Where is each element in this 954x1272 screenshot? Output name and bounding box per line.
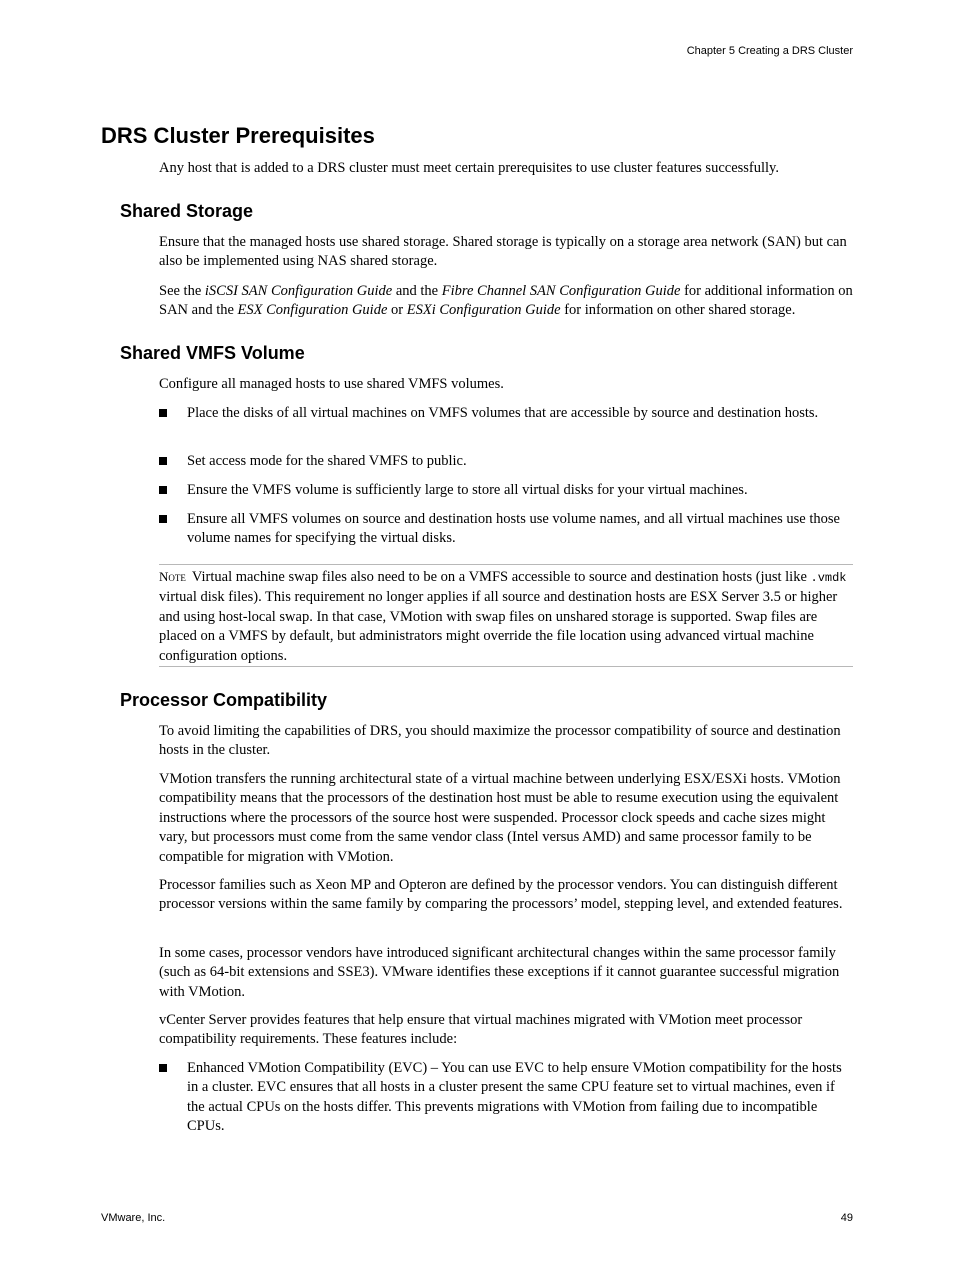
text-run: and the	[392, 283, 442, 299]
heading-shared-storage: Shared Storage	[120, 201, 254, 221]
note-top-rule	[159, 564, 853, 565]
bullet-square-icon	[159, 486, 167, 494]
heading-shared-vmfs-volume: Shared VMFS Volume	[120, 343, 305, 363]
list-item-text: Enhanced VMotion Compatibility (EVC) – You can use EVC to help ensure VMotion compatibility for the hosts in a cluster. EVC ensures that all hosts in a cluster present the same CPU feature set to virtual machines, even if the actual CPUs on the hosts differ. This prevents migrations with VMotion from failing due to incompatible CPUs.	[187, 1060, 842, 1135]
list-item	[159, 481, 855, 501]
list-item-text: Set access mode for the shared VMFS to public.	[187, 453, 467, 469]
footer-page-number: 49	[840, 1212, 853, 1224]
bullet-square-icon	[159, 1064, 167, 1072]
text-run: virtual disk files). This requirement no longer applies if all source and destination hosts are ESX Server 3.5 or higher and using host-local swap. In that case, VMotion with swap files on unshared storage is supported. Swap files are placed on a VMFS by default, but administrators might override the file location using advanced virtual machine configuration options.	[159, 589, 838, 664]
shared-storage-paragraph-1: Ensure that the managed hosts use shared storage. Shared storage is typically on a storage area network (SAN) but can also be implemented using NAS shared storage.	[159, 234, 847, 270]
shared-vmfs-paragraph-1: Configure all managed hosts to use shared VMFS volumes.	[159, 376, 504, 392]
list-item	[159, 510, 855, 550]
shared-storage-paragraph-2	[159, 282, 855, 321]
processor-paragraph-4: In some cases, processor vendors have introduced significant architectural changes within the same processor family (such as 64-bit extensions and SSE3). VMware identifies these exceptions if it cannot guarantee successful migration with VMotion.	[159, 945, 840, 1000]
intro-paragraph: Any host that is added to a DRS cluster must meet certain prerequisites to use cluster features successfully.	[159, 160, 779, 176]
processor-paragraph-3: Processor families such as Xeon MP and Opteron are defined by the processor vendors. You can distinguish different processor versions within the same family by comparing the processors’ model, stepping level, and extended features.	[159, 877, 843, 913]
running-header-chapter: Chapter 5 Creating a DRS Cluster	[686, 45, 853, 57]
processor-paragraph-2: VMotion transfers the running architectural state of a virtual machine between underlying ESX/ESXi hosts. VMotion compatibility means that the processors of the destination host must be able to resume execution using the equivalent instructions where the processors of the source host were suspended. Processor clock speeds and cache sizes might vary, but processors must come from the same vendor class (Intel versus AMD) and same processor family to be compatible for migration with VMotion.	[159, 771, 841, 865]
note-bottom-rule	[159, 666, 853, 667]
list-item-text: Place the disks of all virtual machines on VMFS volumes that are accessible by source and destination hosts.	[187, 405, 819, 421]
list-item	[159, 1059, 855, 1139]
text-run: or	[387, 302, 407, 319]
text-run: for additional information on SAN and the	[159, 283, 853, 319]
heading-processor-compatibility: Processor Compatibility	[120, 690, 328, 710]
text-run: Virtual machine swap files also need to be on a VMFS accessible to source and destination hosts (just like	[191, 569, 811, 585]
processor-paragraph-5: vCenter Server provides features that help ensure that virtual machines migrated with VMotion meet processor compatibility requirements. These features include:	[159, 1012, 803, 1048]
list-item-text: Ensure all VMFS volumes on source and destination hosts use volume names, and all virtual machines use those volume names for specifying the virtual disks.	[187, 511, 840, 547]
list-item	[159, 404, 855, 444]
guide-title-esx: ESX Configuration Guide	[237, 302, 388, 319]
list-item	[159, 452, 855, 472]
text-run: for information on other shared storage.	[560, 302, 796, 319]
text-run: See the	[159, 283, 205, 299]
note-block	[159, 567, 853, 666]
note-label: Note	[159, 569, 186, 584]
guide-title-esxi: ESXi Configuration Guide	[406, 302, 561, 319]
bullet-square-icon	[159, 515, 167, 523]
guide-title-fibre-channel: Fibre Channel SAN Configuration Guide	[441, 283, 681, 299]
page-title: DRS Cluster Prerequisites	[101, 123, 375, 148]
code-vmdk: .vmdk	[810, 571, 847, 585]
processor-paragraph-1: To avoid limiting the capabilities of DRS, you should maximize the processor compatibility of source and destination hosts in the cluster.	[159, 723, 841, 759]
bullet-square-icon	[159, 457, 167, 465]
footer-company: VMware, Inc.	[101, 1212, 166, 1224]
list-item-text: Ensure the VMFS volume is sufficiently large to store all virtual disks for your virtual machines.	[187, 482, 748, 498]
guide-title-iscsi: iSCSI SAN Configuration Guide	[204, 283, 393, 299]
bullet-square-icon	[159, 409, 167, 417]
